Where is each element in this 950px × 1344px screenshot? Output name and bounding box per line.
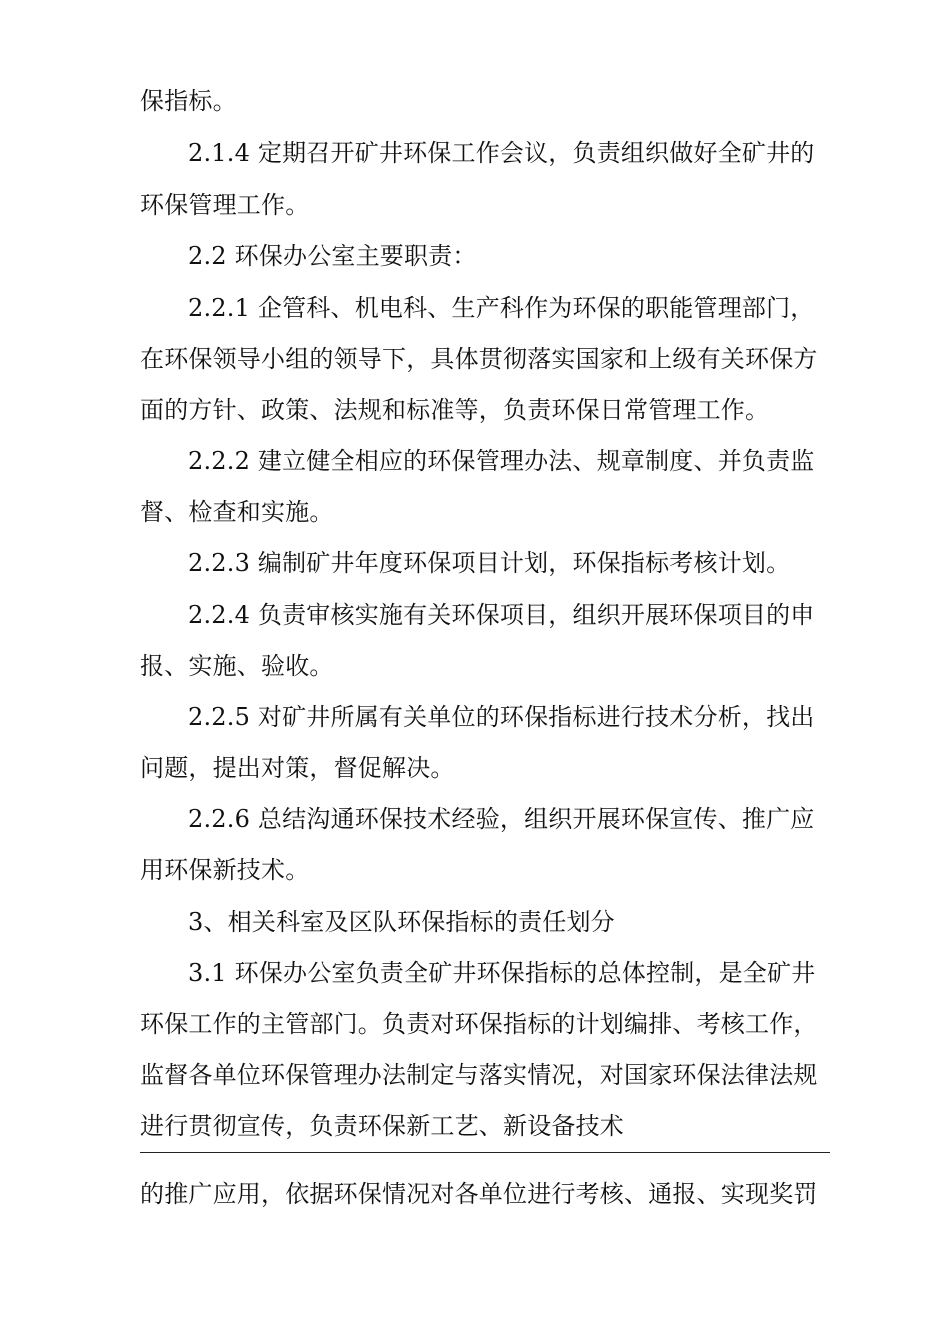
text-line: 2.2.3 编制矿井年度环保项目计划，环保指标考核计划。 <box>188 549 791 577</box>
text-line: 监督各单位环保管理办法制定与落实情况，对国家环保法律法规 <box>140 1061 818 1089</box>
text-line: 环保管理工作。 <box>140 191 310 219</box>
text-line: 的推广应用，依据环保情况对各单位进行考核、通报、实现奖罚 <box>140 1180 818 1208</box>
text-line: 报、实施、验收。 <box>140 652 334 680</box>
text-line: 在环保领导小组的领导下，具体贯彻落实国家和上级有关环保方 <box>140 345 818 373</box>
text-line: 3.1 环保办公室负责全矿井环保指标的总体控制，是全矿井 <box>188 959 816 987</box>
text-line: 2.2.5 对矿井所属有关单位的环保指标进行技术分析，找出 <box>188 703 815 731</box>
text-line: 2.2.2 建立健全相应的环保管理办法、规章制度、并负责监 <box>188 447 815 475</box>
section-heading: 3、相关科室及区队环保指标的责任划分 <box>188 908 615 936</box>
text-line: 用环保新技术。 <box>140 856 310 884</box>
text-line: 2.2.6 总结沟通环保技术经验，组织开展环保宣传、推广应 <box>188 805 815 833</box>
section-heading: 2.2 环保办公室主要职责： <box>188 242 477 270</box>
text-line: 2.2.1 企管科、机电科、生产科作为环保的职能管理部门， <box>188 294 815 322</box>
text-line: 进行贯彻宣传，负责环保新工艺、新设备技术 <box>140 1112 624 1140</box>
text-line: 环保工作的主管部门。负责对环保指标的计划编排、考核工作， <box>140 1010 818 1038</box>
text-line: 督、检查和实施。 <box>140 498 334 526</box>
text-line: 问题，提出对策，督促解决。 <box>140 754 455 782</box>
page-divider <box>140 1152 830 1153</box>
text-line: 2.2.4 负责审核实施有关环保项目，组织开展环保项目的申 <box>188 601 815 629</box>
text-line: 面的方针、政策、法规和标准等，负责环保日常管理工作。 <box>140 396 770 424</box>
text-line: 2.1.4 定期召开矿井环保工作会议，负责组织做好全矿井的 <box>188 139 815 167</box>
text-line: 保指标。 <box>140 87 237 115</box>
